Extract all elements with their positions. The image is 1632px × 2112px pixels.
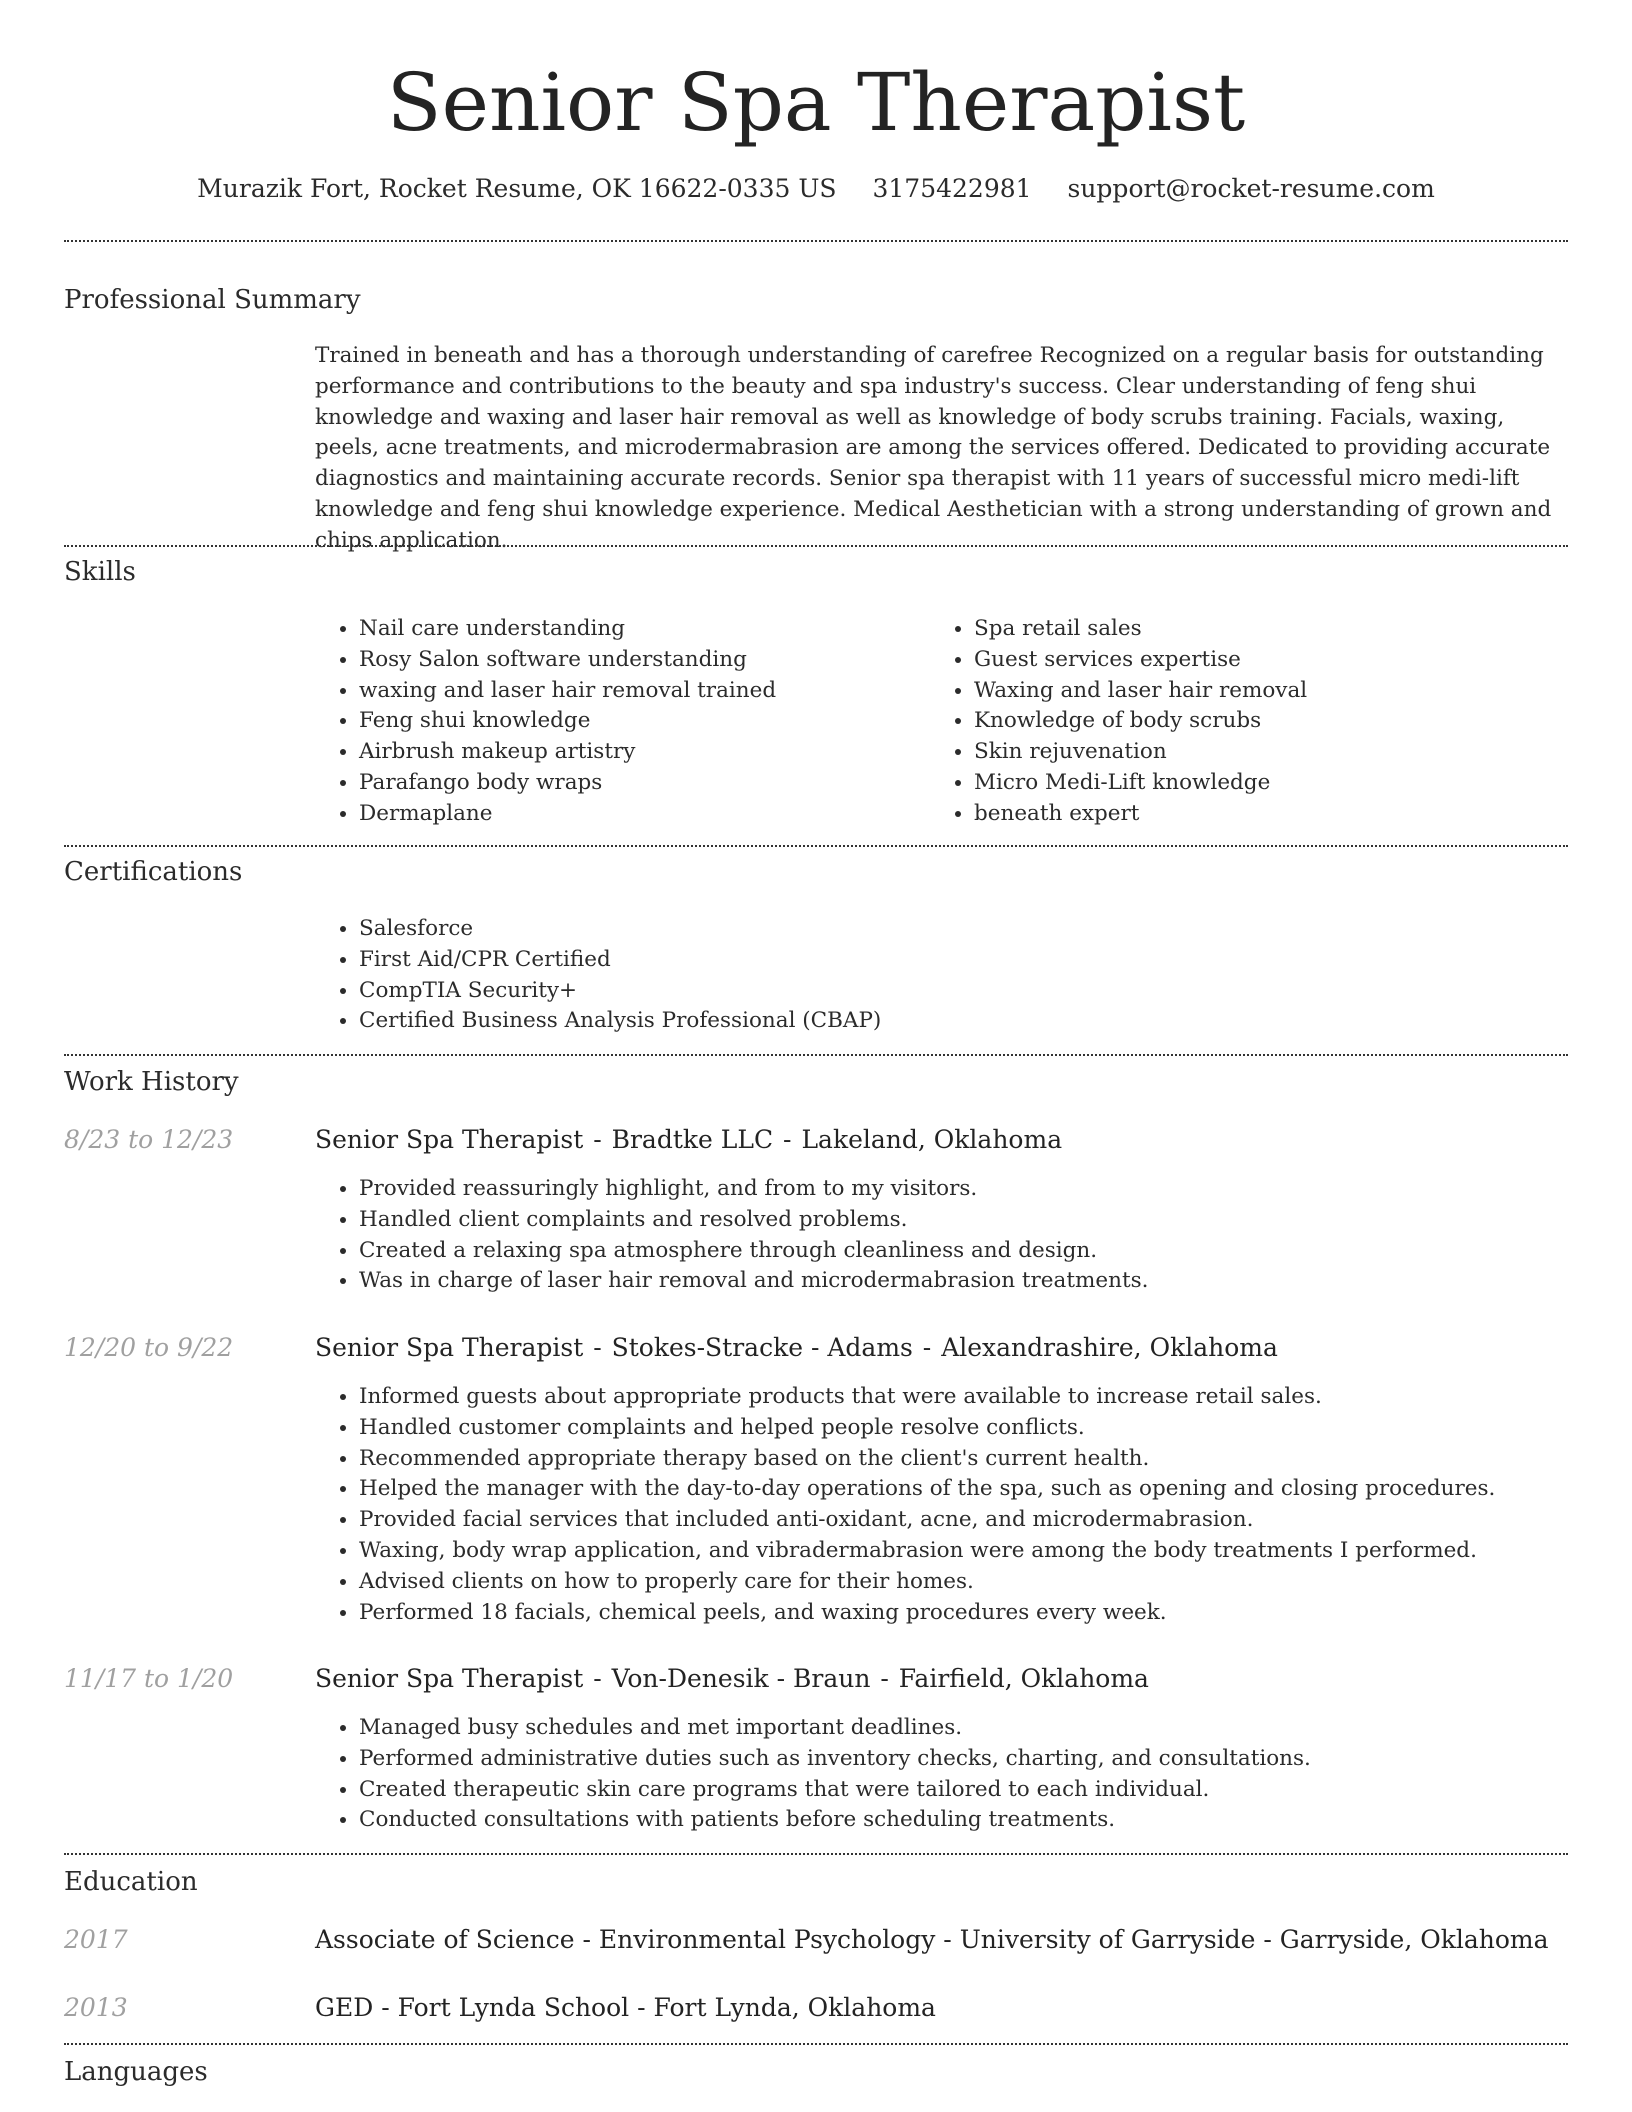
section-divider (64, 2043, 1568, 2045)
list-item: • waxing and laser hair removal trained (359, 676, 919, 707)
list-item: • Dermaplane (359, 799, 919, 830)
list-item: • Provided facial services that included anti-oxidant, acne, and microdermabrasion. (359, 1505, 1609, 1536)
list-item: • Recommended appropriate therapy based on the client's current health. (359, 1444, 1609, 1475)
work-history-heading: Work History (64, 1067, 239, 1097)
list-item: • First Aid/CPR Certified (359, 945, 1559, 976)
job-role: Senior Spa Therapist (315, 1125, 584, 1154)
list-item: • Micro Medi-Lift knowledge (974, 768, 1574, 799)
education-entry: GED - Fort Lynda School - Fort Lynda, Oklahoma (315, 1993, 936, 2022)
section-divider (64, 845, 1568, 847)
certifications-list (315, 914, 1559, 1037)
job-company: Stokes-Stracke - Adams (611, 1333, 913, 1362)
education-year: 2013 (64, 1993, 128, 2022)
list-item: • Waxing, body wrap application, and vibradermabrasion were among the body treatments I performed. (359, 1536, 1609, 1567)
list-item: • Created a relaxing spa atmosphere through cleanliness and design. (359, 1236, 1609, 1267)
education-heading: Education (64, 1867, 198, 1897)
job-location: Alexandrashire, Oklahoma (941, 1333, 1278, 1362)
job-bullets (315, 1382, 1609, 1628)
resume-title: Senior Spa Therapist (386, 56, 1246, 149)
job-title: Senior Spa Therapist - Von-Denesik - Braun - Fairfield, Oklahoma (315, 1664, 1149, 1693)
contact-line (0, 170, 1632, 208)
job-dates: 12/20 to 9/22 (64, 1333, 234, 1362)
job-location: Fairfield, Oklahoma (898, 1664, 1149, 1693)
list-item: • Certified Business Analysis Professional (CBAP) (359, 1006, 1559, 1037)
section-divider (64, 1853, 1568, 1855)
contact-email: support@rocket-resume.com (1067, 174, 1435, 203)
list-item: • Handled customer complaints and helped people resolve conflicts. (359, 1413, 1609, 1444)
list-item: • Handled client complaints and resolved problems. (359, 1205, 1609, 1236)
job-bullets (315, 1174, 1609, 1297)
list-item: • Knowledge of body scrubs (974, 706, 1574, 737)
list-item: • Skin rejuvenation (974, 737, 1574, 768)
list-item: • Nail care understanding (359, 614, 919, 645)
list-item: • Rosy Salon software understanding (359, 645, 919, 676)
list-item: • Salesforce (359, 914, 1559, 945)
list-item: • Created therapeutic skin care programs that were tailored to each individual. (359, 1775, 1609, 1806)
skills-list-right (930, 614, 1574, 830)
contact-address: Murazik Fort, Rocket Resume, OK 16622-0335 US (197, 174, 837, 203)
list-item: • Performed 18 facials, chemical peels, and waxing procedures every week. (359, 1598, 1609, 1629)
list-item: • Conducted consultations with patients before scheduling treatments. (359, 1805, 1609, 1836)
section-divider (64, 1054, 1568, 1056)
contact-phone: 3175422981 (872, 174, 1032, 203)
job-dates: 8/23 to 12/23 (64, 1125, 234, 1154)
list-item: • Parafango body wraps (359, 768, 919, 799)
job-title: Senior Spa Therapist - Bradtke LLC - Lakeland, Oklahoma (315, 1125, 1063, 1154)
education-entry: Associate of Science - Environmental Psychology - University of Garryside - Garryside, Oklahoma (315, 1925, 1549, 1954)
section-divider (64, 240, 1568, 242)
list-item: • Provided reassuringly highlight, and from to my visitors. (359, 1174, 1609, 1205)
skills-list-left (315, 614, 919, 830)
job-title: Senior Spa Therapist - Stokes-Stracke - Adams - Alexandrashire, Oklahoma (315, 1333, 1278, 1362)
job-company: Bradtke LLC (611, 1125, 774, 1154)
skills-heading: Skills (64, 557, 136, 587)
list-item: • Managed busy schedules and met important deadlines. (359, 1713, 1609, 1744)
list-item: • Performed administrative duties such as inventory checks, charting, and consultations. (359, 1744, 1609, 1775)
list-item: • Spa retail sales (974, 614, 1574, 645)
job-dates: 11/17 to 1/20 (64, 1664, 234, 1693)
summary-heading: Professional Summary (64, 285, 361, 315)
job-role: Senior Spa Therapist (315, 1333, 584, 1362)
list-item: • Airbrush makeup artistry (359, 737, 919, 768)
education-year: 2017 (64, 1925, 128, 1954)
list-item: • Guest services expertise (974, 645, 1574, 676)
list-item: • Waxing and laser hair removal (974, 676, 1574, 707)
certifications-heading: Certifications (64, 857, 243, 887)
job-location: Lakeland, Oklahoma (801, 1125, 1063, 1154)
list-item: • Helped the manager with the day-to-day operations of the spa, such as opening and closing procedures. (359, 1474, 1609, 1505)
job-company: Von-Denesik - Braun (611, 1664, 871, 1693)
list-item: • beneath expert (974, 799, 1574, 830)
job-bullets (315, 1713, 1609, 1836)
list-item: • CompTIA Security+ (359, 976, 1559, 1007)
list-item: • Was in charge of laser hair removal and microdermabrasion treatments. (359, 1266, 1609, 1297)
section-divider (64, 545, 1568, 547)
summary-text: Trained in beneath and has a thorough understanding of carefree Recognized on a regular basis for outstanding performance and contributions to the beauty and spa industry's success. Clear understanding of feng shui knowledge and waxing and laser hair removal as well as knowledge of body scrubs training. Facials, waxing, peels, acne treatments, and microdermabrasion are among the services offered. Dedicated to providing accurate diagnostics and maintaining accurate records. Senior spa therapist with 11 years of successful micro medi-lift knowledge and feng shui knowledge experience. Medical Aesthetician with a strong understanding of grown and chips application. (315, 343, 1552, 553)
list-item: • Informed guests about appropriate products that were available to increase retail sales. (359, 1382, 1609, 1413)
list-item: • Feng shui knowledge (359, 706, 919, 737)
list-item: • Advised clients on how to properly care for their homes. (359, 1567, 1609, 1598)
languages-heading: Languages (64, 2057, 208, 2087)
job-role: Senior Spa Therapist (315, 1664, 584, 1693)
